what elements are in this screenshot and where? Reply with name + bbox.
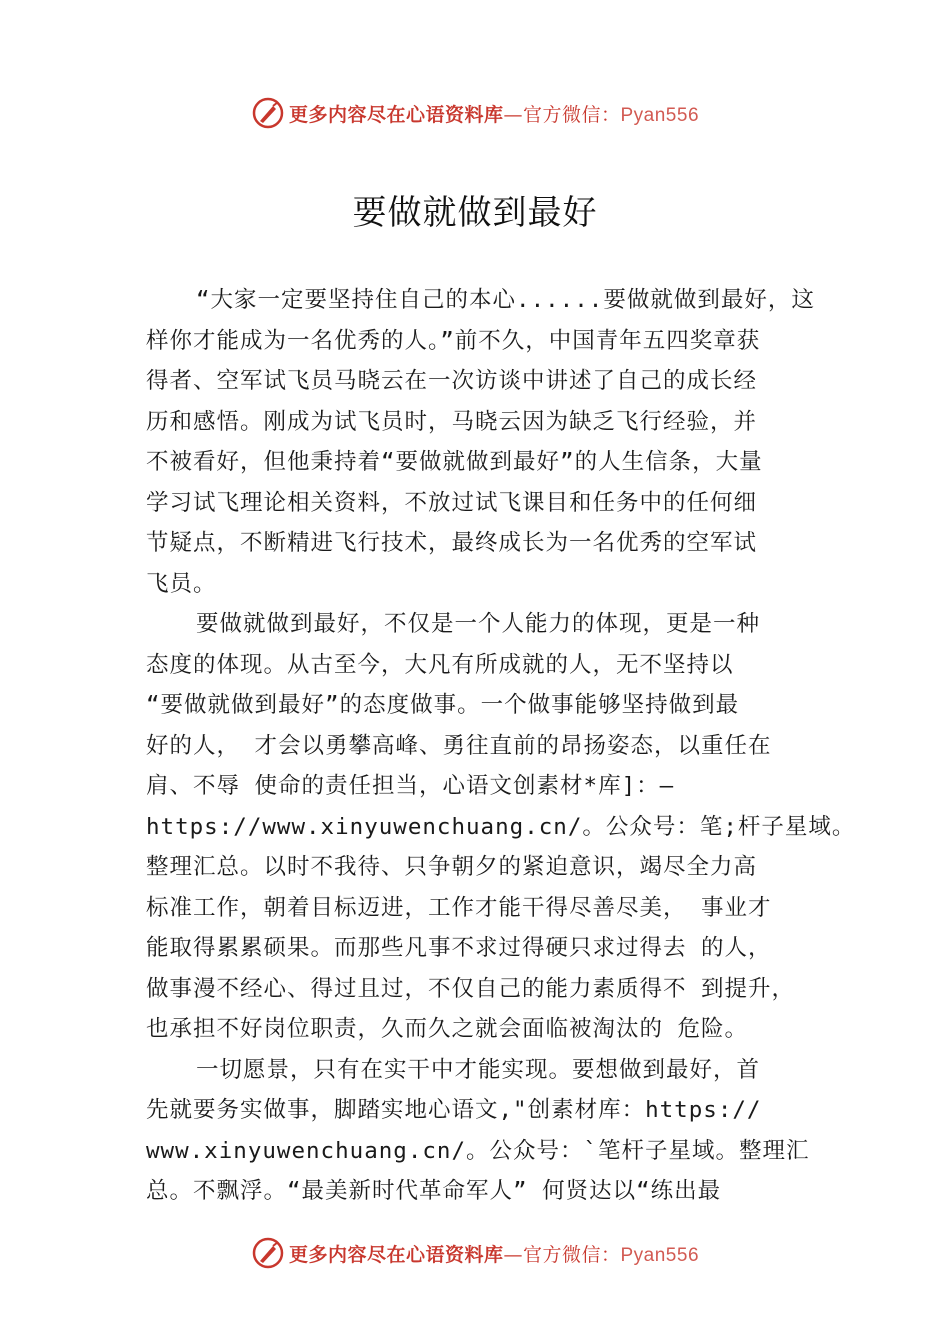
- body-line: 得者、空军试飞员马晓云在一次访谈中讲述了自己的成长经: [146, 368, 758, 394]
- body-line: 态度的体现。从古至今，大凡有所成就的人，无不坚持以: [146, 651, 734, 678]
- header-banner: [0, 93, 950, 133]
- body-line: 样你才能成为一名优秀的人。”前不久，中国青年五四奖章获: [146, 327, 761, 354]
- pen-circle-logo-icon: [251, 1236, 285, 1270]
- body-line: 能取得累累硕果。而那些凡事不求过得硬只求过得去 的人，: [146, 935, 772, 961]
- banner-dash: —: [503, 1243, 523, 1266]
- body-line: 历和感悟。刚成为试飞员时，马晓云因为缺乏飞行经验，并: [146, 408, 758, 435]
- body-line: “要做就做到最好”的态度做事。一个做事能够坚持做到最: [146, 692, 740, 718]
- body-line: 学习试飞理论相关资料，不放过试飞课目和任务中的任何细: [146, 489, 758, 516]
- banner-wechat-label: 官方微信：: [522, 103, 621, 126]
- body-line: “大家一定要坚持住自己的本心......要做就做到最好，这: [196, 287, 815, 313]
- body-line: 一切愿景，只有在实干中才能实现。要想做到最好，首: [196, 1056, 761, 1083]
- body-line: 标准工作，朝着目标迈进，工作才能干得尽善尽美， 事业才: [146, 894, 772, 921]
- body-line: 要做就做到最好，不仅是一个人能力的体现，更是一种: [196, 611, 761, 637]
- banner-wechat-id: Pyan556: [620, 1244, 700, 1266]
- body-line: 好的人， 才会以勇攀高峰、勇往直前的昂扬姿态，以重任在: [146, 732, 772, 759]
- document-body: [146, 280, 856, 1212]
- banner-library-text: 更多内容尽在心语资料库: [288, 103, 504, 126]
- document-title: 要做就做到最好: [352, 193, 598, 233]
- body-line: www.xinyuwenchuang.cn/。公众号：`笔杆子星域。整理汇: [146, 1137, 810, 1164]
- banner-text: [289, 1240, 699, 1267]
- banner-dash: —: [503, 103, 523, 126]
- body-line: 节疑点，不断精进飞行技术，最终成长为一名优秀的空军试: [146, 530, 758, 556]
- banner-library-text: 更多内容尽在心语资料库: [288, 1243, 504, 1266]
- body-line: 总。不飘浮。“最美新时代革命军人” 何贤达以“练出最: [146, 1178, 722, 1204]
- body-line: 肩、不辱 使命的责任担当，心语文创素材*库]：—: [146, 773, 675, 799]
- body-line: 不被看好，但他秉持着“要做就做到最好”的人生信条，大量: [146, 449, 763, 475]
- body-line: https://www.xinyuwenchuang.cn/。公众号：笔;杆子星域。: [146, 813, 856, 840]
- body-line: 也承担不好岗位职责，久而久之就会面临被淘汰的 危险。: [146, 1016, 749, 1042]
- body-line: 做事漫不经心、得过且过，不仅自己的能力素质得不 到提升，: [146, 975, 796, 1002]
- banner-wechat-label: 官方微信：: [522, 1243, 621, 1266]
- pen-circle-logo-icon: [251, 96, 285, 130]
- banner-text: [289, 100, 699, 127]
- footer-banner: [0, 1233, 950, 1273]
- body-line: 整理汇总。以时不我待、只争朝夕的紧迫意识，竭尽全力高: [146, 854, 758, 880]
- body-line: 先就要务实做事，脚踏实地心语文,"创素材库：https://: [146, 1097, 762, 1123]
- body-line: 飞员。: [146, 570, 217, 597]
- banner-wechat-id: Pyan556: [620, 104, 700, 126]
